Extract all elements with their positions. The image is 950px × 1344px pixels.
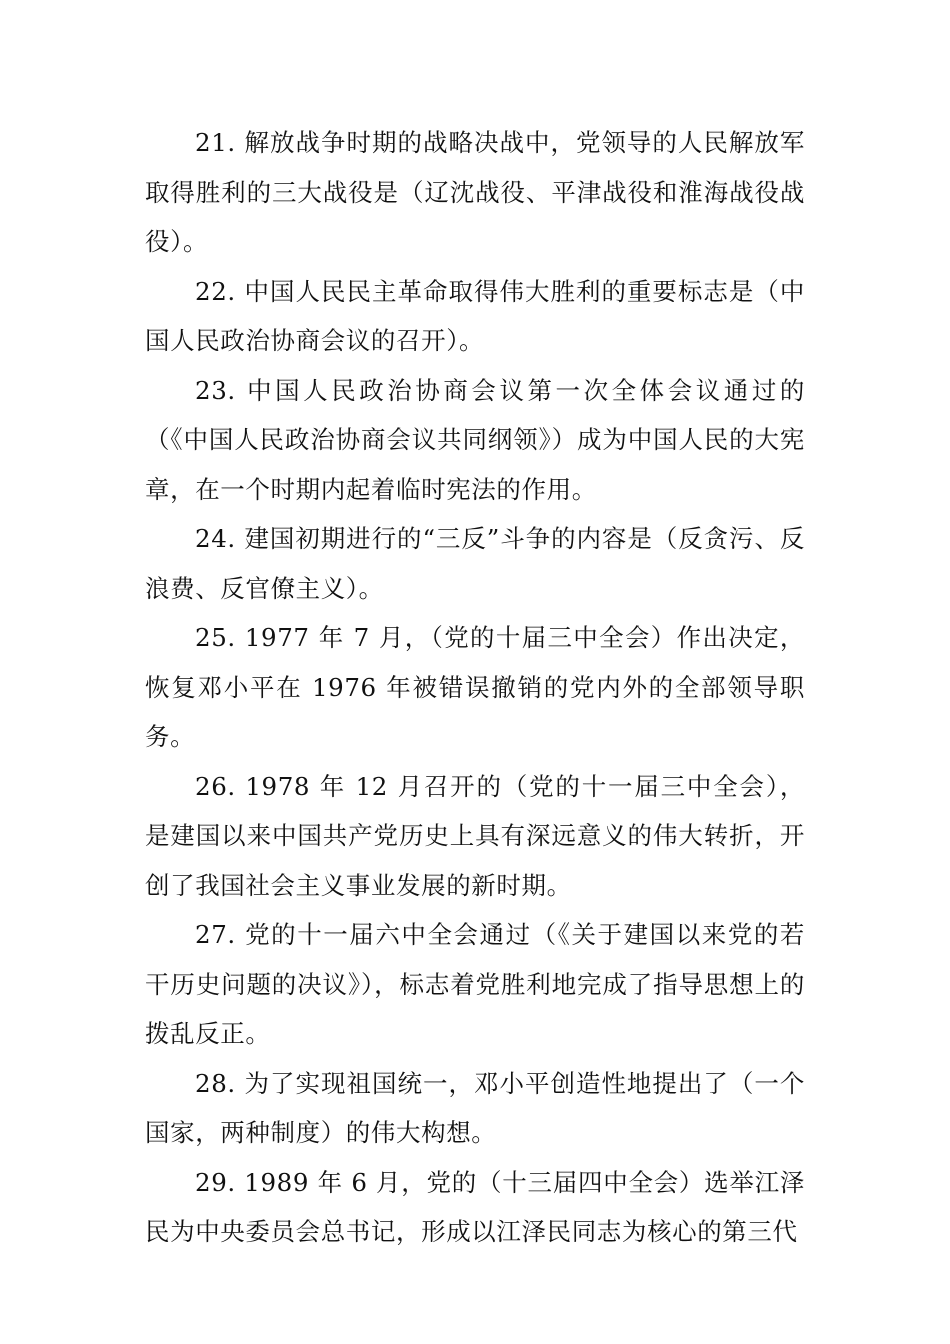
paragraph-25: 25. 1977 年 7 月，（党的十届三中全会）作出决定，恢复邓小平在 1976 年被错误撤销的党内外的全部领导职务。 xyxy=(145,623,805,751)
paragraph-29: 29. 1989 年 6 月，党的（十三届四中全会）选举江泽民为中央委员会总书记，形成以江泽民同志为核心的第三代 xyxy=(145,1167,805,1246)
paragraph-26: 26. 1978 年 12 月召开的（党的十一届三中全会），是建国以来中国共产党历史上具有深远意义的伟大转折，开创了我国社会主义事业发展的新时期。 xyxy=(145,771,805,900)
paragraph-24: 24. 建国初期进行的“三反”斗争的内容是（反贪污、反浪费、反官僚主义）。 xyxy=(145,524,805,603)
paragraph-23: 23. 中国人民政治协商会议第一次全体会议通过的（《中国人民政治协商会议共同纲领》）成为中国人民的大宪章，在一个时期内起着临时宪法的作用。 xyxy=(145,375,805,504)
paragraph-28: 28. 为了实现祖国统一，邓小平创造性地提出了（一个国家，两种制度）的伟大构想。 xyxy=(145,1068,805,1147)
paragraph-22: 22. 中国人民民主革命取得伟大胜利的重要标志是（中国人民政治协商会议的召开）。 xyxy=(145,276,805,355)
paragraph-21: 21. 解放战争时期的战略决战中，党领导的人民解放军取得胜利的三大战役是（辽沈战役、平津战役和淮海战役战役）。 xyxy=(145,128,805,256)
document-body xyxy=(145,118,805,1257)
paragraph-27: 27. 党的十一届六中全会通过（《关于建国以来党的若干历史问题的决议》），标志着党胜利地完成了指导思想上的拨乱反正。 xyxy=(145,920,805,1048)
